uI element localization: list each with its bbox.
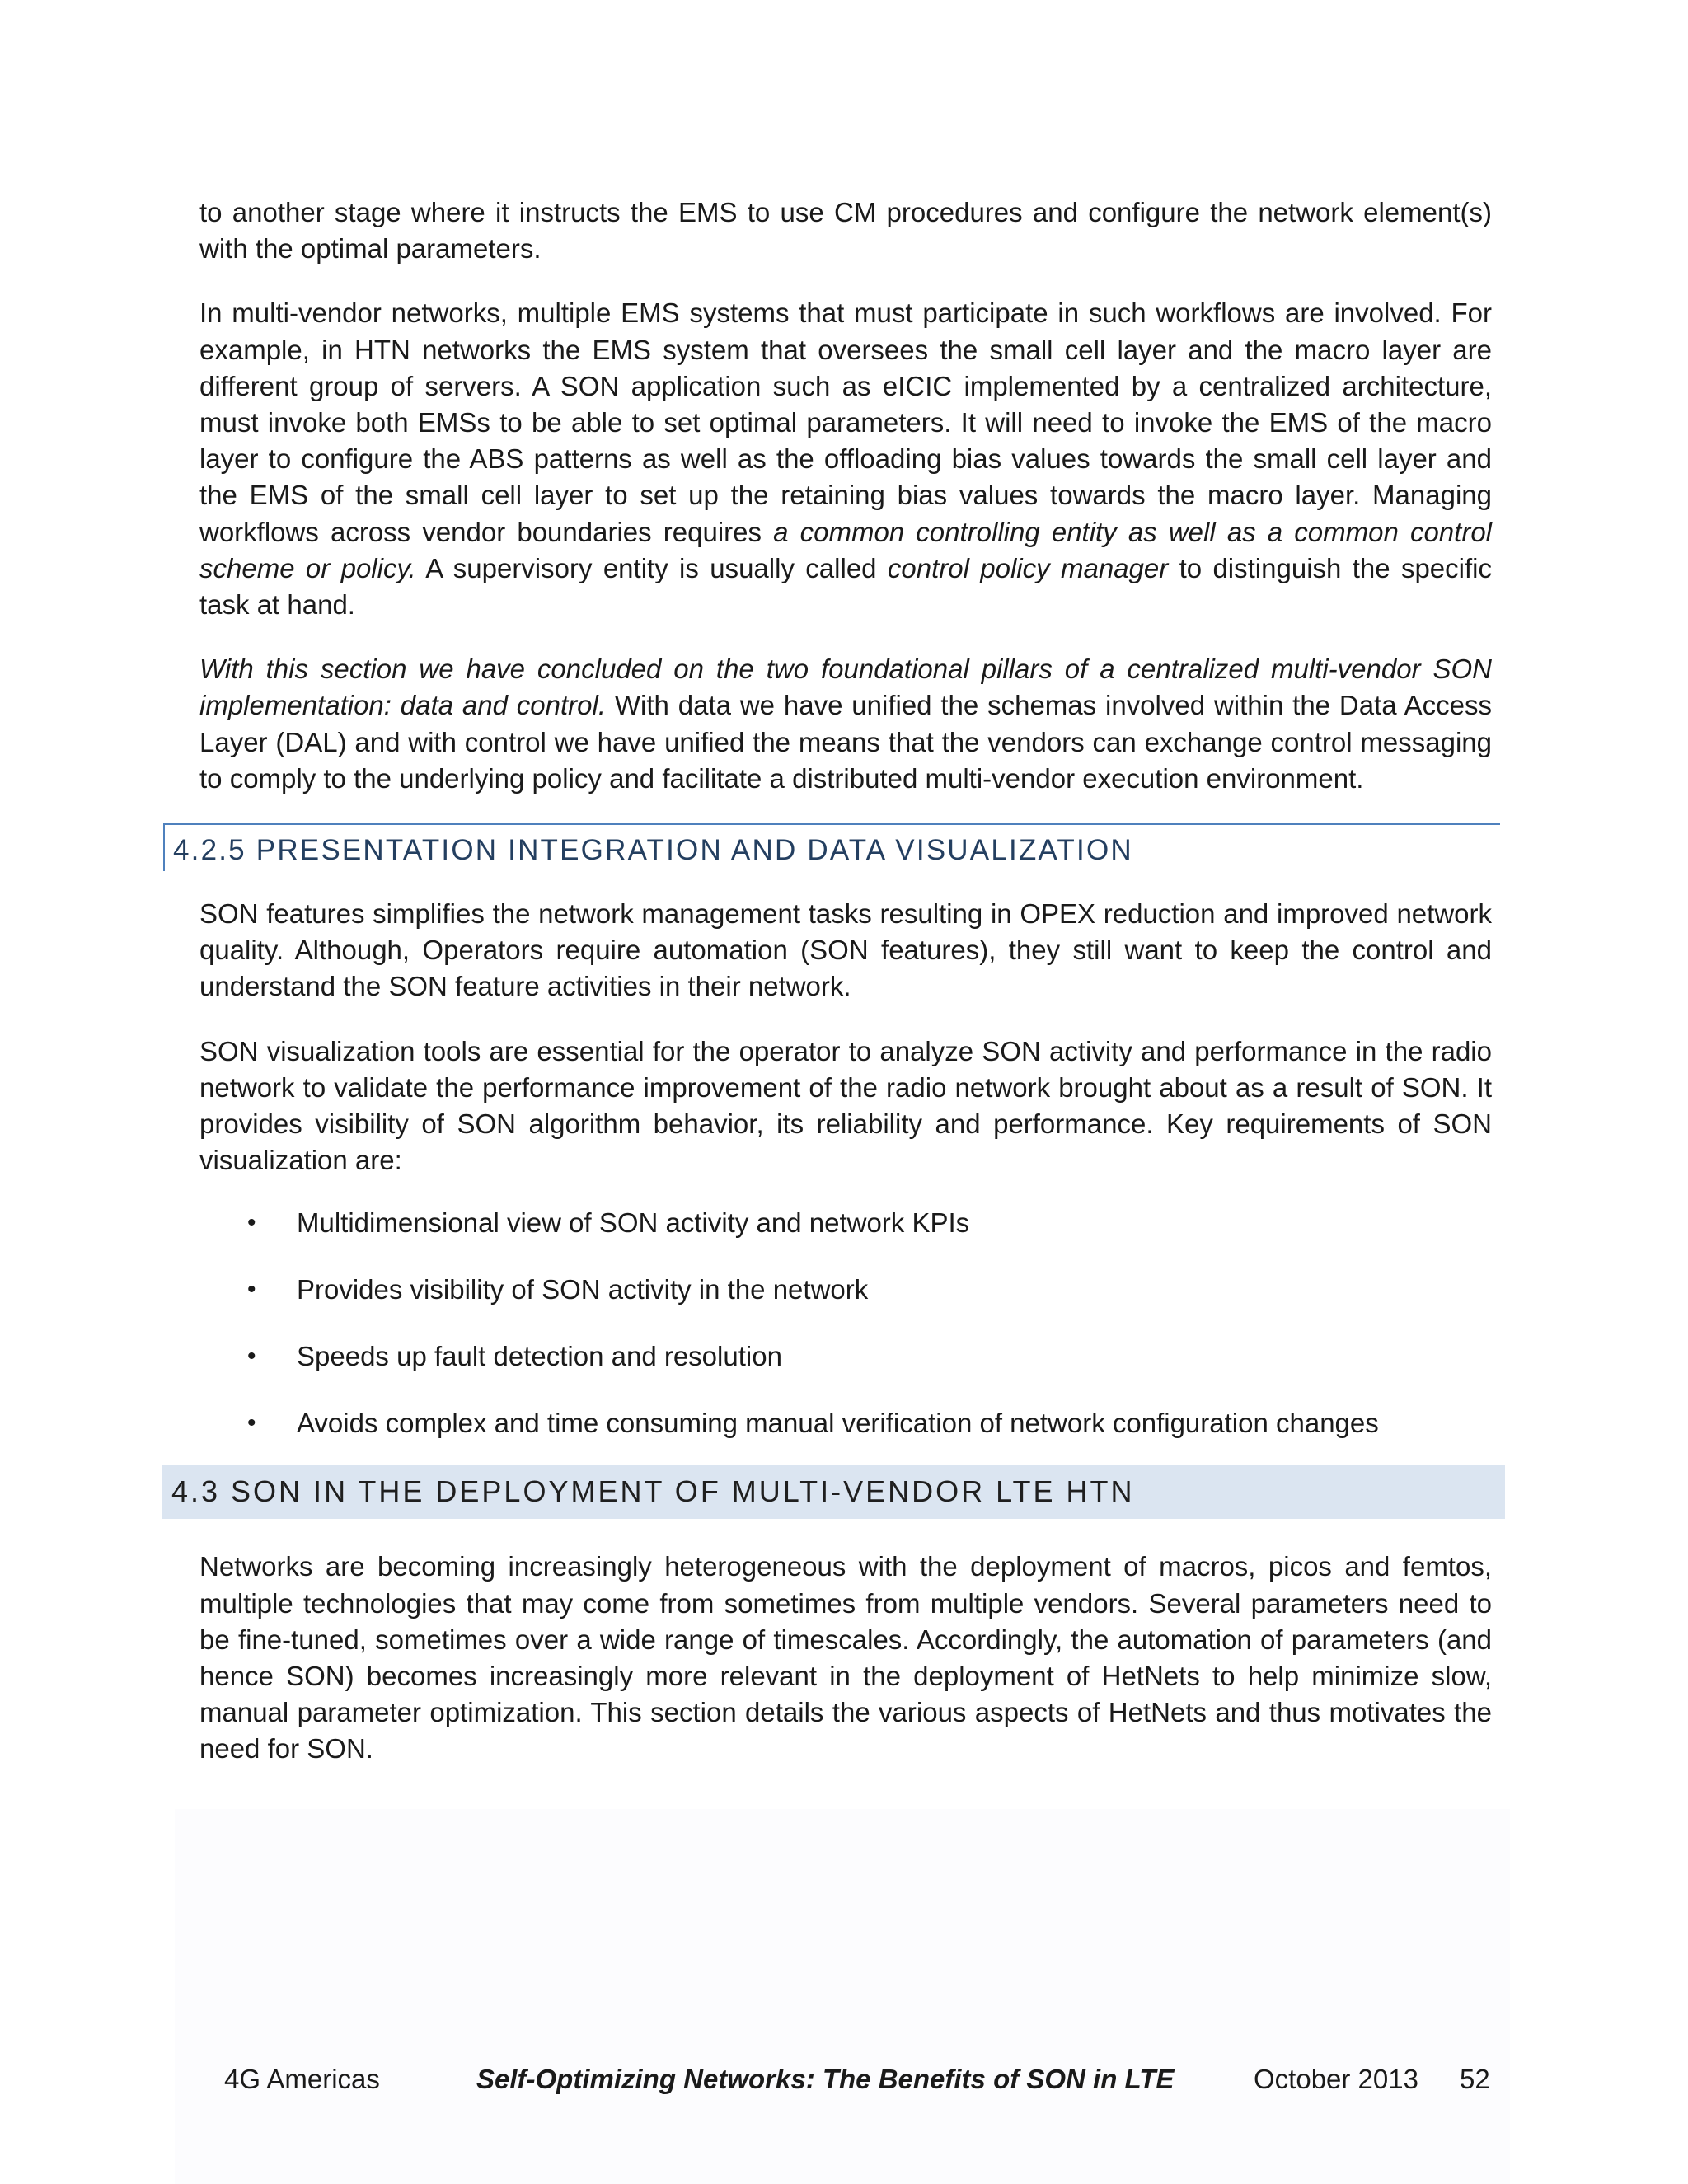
paragraph-foundational-pillars [199,651,1492,797]
list-item-text: Provides visibility of SON activity in the network [297,1274,869,1305]
list-item-text: Speeds up fault detection and resolution [297,1341,782,1372]
footer-date: October 2013 [1254,2064,1418,2094]
paragraph-hetnets [199,1549,1492,1767]
footer-org: 4G Americas [224,2064,380,2094]
paragraph-text: A supervisory entity is usually called [415,552,888,583]
body-content [171,194,1493,1768]
section-heading-4-3: 4.3 SON IN THE DEPLOYMENT OF MULTI-VENDOR LTE HTN [162,1465,1505,1519]
list-item-text: Avoids complex and time consuming manual verification of network configuration changes [297,1408,1379,1439]
paragraph-multi-vendor-ems [199,295,1492,623]
paragraph-text: SON features simplifies the network management tasks resulting in OPEX reduction and improved network quality. Although, Operators require automation (SON features), they still want to keep the control and understand the SON feature activities in their network. [199,898,1492,1002]
requirements-list [199,1205,1492,1441]
italic-phrase: control policy manager [887,552,1169,583]
list-item [199,1338,1492,1375]
paragraph-son-visualization [199,1033,1492,1179]
section-heading-4-2-5: 4.2.5 PRESENTATION INTEGRATION AND DATA VISUALIZATION [163,823,1500,871]
paragraph-text: to distinguish the specific task at hand. [199,552,1492,621]
paragraph-text: In multi-vendor networks, multiple EMS systems that must participate in such workflows are involved. For example, in HTN networks the EMS system that oversees the small cell layer and the macro layer are different group of servers. A SON application such as eICIC implemented by a centralized architecture, must invoke both EMSs to be able to set optimal parameters. It will need to invoke the EMS of the macro layer to configure the ABS patterns as well as the offloading bias values towards the small cell layer and the EMS of the small cell layer to set up the retaining bias values towards the macro layer. Managing workflows across vendor boundaries requires [199,298,1492,547]
bullet-icon: • [247,1276,256,1304]
list-item [199,1405,1492,1441]
italic-phrase: With this section we have concluded on the two foundational pillars of a centralized multi-vendor SON implementation: data and control. [199,654,1492,721]
paragraph-son-features [199,896,1492,1005]
list-item [199,1205,1492,1241]
bullet-icon: • [247,1209,256,1237]
page-number: 52 [1460,2064,1490,2094]
paragraph-text: SON visualization tools are essential for the operator to analyze SON activity and performance in the radio network to validate the performance improvement of the radio network brought about as a result of SON. It provides visibility of SON algorithm behavior, its reliability and performance. Key requirements of SON visualization are: [199,1035,1492,1176]
page-shadow [175,1809,1510,2184]
paragraph-text: With data we have unified the schemas involved within the Data Access Layer (DAL) and with control we have unified the means that the vendors can exchange control messaging to comply to the underlying policy and facilitate a distributed multi-vendor execution environment. [199,690,1492,794]
list-item-text: Multidimensional view of SON activity and network KPIs [297,1207,970,1239]
list-item [199,1272,1492,1308]
bullet-icon: • [247,1409,256,1437]
paragraph-cm-procedures [199,194,1492,267]
italic-phrase: a common controlling entity as well as a common control scheme or policy. [199,516,1493,583]
paragraph-text: to another stage where it instructs the EMS to use CM procedures and configure the network element(s) with the optimal parameters. [199,197,1492,265]
paragraph-text: Networks are becoming increasingly heterogeneous with the deployment of macros, picos and femtos, multiple technologies that may come from sometimes from multiple vendors. Several parameters need to be fine-tuned, sometimes over a wide range of timescales. Accordingly, the automation of parameters (and hence SON) becomes increasingly more relevant in the deployment of HetNets to help minimize slow, manual parameter optimization. This section details the various aspects of HetNets and thus motivates the need for SON. [199,1551,1492,1765]
bullet-icon: • [247,1343,256,1371]
footer-title: Self-Optimizing Networks: The Benefits of SON in LTE [476,2064,1175,2094]
